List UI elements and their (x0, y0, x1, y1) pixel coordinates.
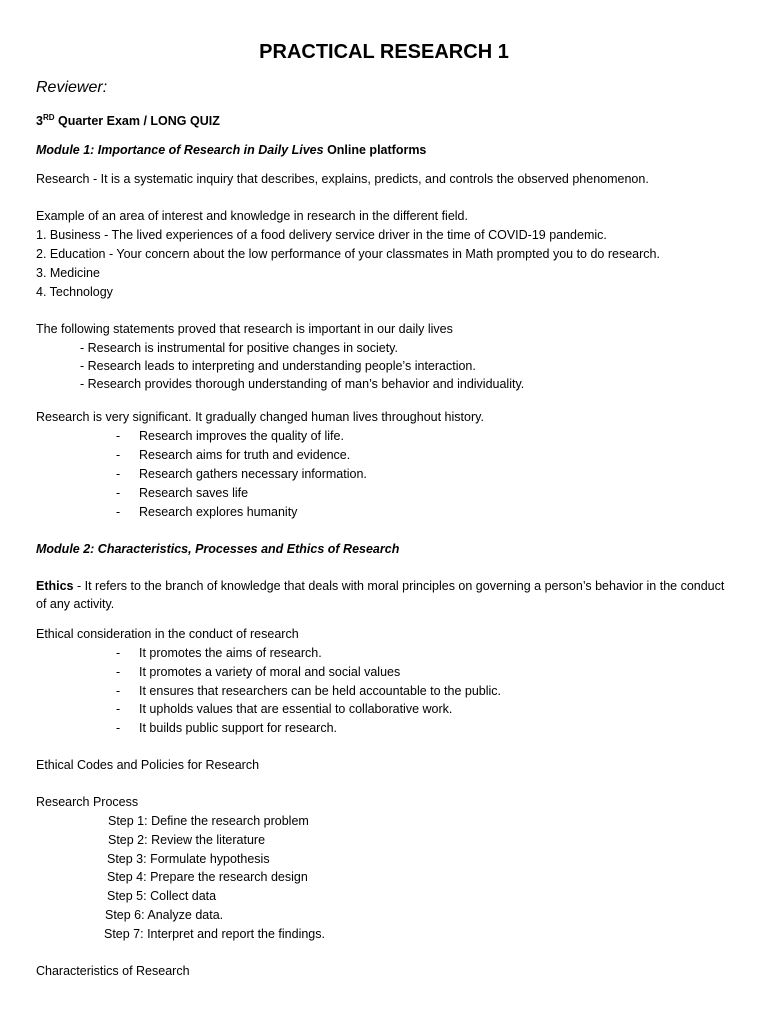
bullet-dash: - (116, 702, 121, 716)
module1-heading-rest: Online platforms (323, 143, 427, 157)
process-heading: Research Process (36, 795, 139, 809)
ethical-item: It ensures that researchers can be held accountable to the public. (139, 684, 502, 698)
statement-item: - Research leads to interpreting and understanding people’s interaction. (80, 359, 476, 373)
example-item: 2. Education - Your concern about the low performance of your classmates in Math prompted you to do research. (36, 247, 660, 261)
process-step: Step 4: Prepare the research design (107, 870, 308, 884)
page-title: PRACTICAL RESEARCH 1 (259, 41, 509, 63)
significant-intro: Research is very significant. It gradually changed human lives throughout history. (36, 410, 484, 424)
example-item: 3. Medicine (36, 266, 100, 280)
reviewer-label: Reviewer: (36, 79, 108, 96)
exam-heading (36, 112, 220, 130)
bullet-dash: - (116, 429, 121, 443)
significant-item: Research aims for truth and evidence. (139, 448, 351, 462)
bullet-dash: - (116, 467, 121, 481)
example-intro: Example of an area of interest and knowledge in research in the different field. (36, 209, 468, 223)
bullet-dash: - (116, 486, 121, 500)
exam-superscript: RD (42, 112, 55, 122)
ethical-item: It promotes a variety of moral and social values (139, 665, 401, 679)
bullet-dash: - (116, 665, 121, 679)
bullet-dash: - (116, 646, 121, 660)
ethics-definition (36, 577, 726, 613)
research-definition: Research - It is a systematic inquiry that describes, explains, predicts, and controls the observed phenomenon. (36, 172, 649, 186)
bullet-dash: - (116, 505, 121, 519)
significant-item: Research gathers necessary information. (139, 467, 367, 481)
process-step: Step 7: Interpret and report the findings. (104, 927, 325, 941)
module2-heading: Module 2: Characteristics, Processes and Ethics of Research (36, 542, 400, 556)
ethical-item: It upholds values that are essential to collaborative work. (139, 702, 453, 716)
bullet-dash: - (116, 684, 121, 698)
example-item: 4. Technology (36, 285, 113, 299)
ethical-item: It promotes the aims of research. (139, 646, 322, 660)
significant-item: Research improves the quality of life. (139, 429, 344, 443)
ethical-intro: Ethical consideration in the conduct of research (36, 627, 299, 641)
process-step: Step 6: Analyze data. (105, 908, 224, 922)
statement-item: - Research provides thorough understanding of man’s behavior and individuality. (80, 377, 525, 391)
module1-heading-italic: Module 1: Importance of Research in Daily Lives (36, 143, 324, 157)
characteristics-heading: Characteristics of Research (36, 964, 190, 978)
exam-number: 3 (36, 114, 43, 128)
statements-intro: The following statements proved that research is important in our daily lives (36, 322, 453, 336)
significant-item: Research explores humanity (139, 505, 298, 519)
bullet-dash: - (116, 448, 121, 462)
process-step: Step 3: Formulate hypothesis (107, 852, 270, 866)
ethics-text: - It refers to the branch of knowledge that deals with moral principles on governing a person’s behavior in the conduct of any activity. (36, 579, 725, 611)
process-step: Step 1: Define the research problem (108, 814, 309, 828)
process-step: Step 5: Collect data (107, 889, 217, 903)
ethics-term: Ethics (36, 579, 74, 593)
process-step: Step 2: Review the literature (108, 833, 266, 847)
bullet-dash: - (116, 721, 121, 735)
significant-item: Research saves life (139, 486, 249, 500)
statement-item: - Research is instrumental for positive changes in society. (80, 341, 398, 355)
exam-title: Quarter Exam / LONG QUIZ (54, 114, 220, 128)
ethical-item: It builds public support for research. (139, 721, 338, 735)
ethical-codes: Ethical Codes and Policies for Research (36, 758, 260, 772)
module1-heading (36, 141, 426, 159)
example-item: 1. Business - The lived experiences of a food delivery service driver in the time of COVID-19 pandemic. (36, 228, 607, 242)
